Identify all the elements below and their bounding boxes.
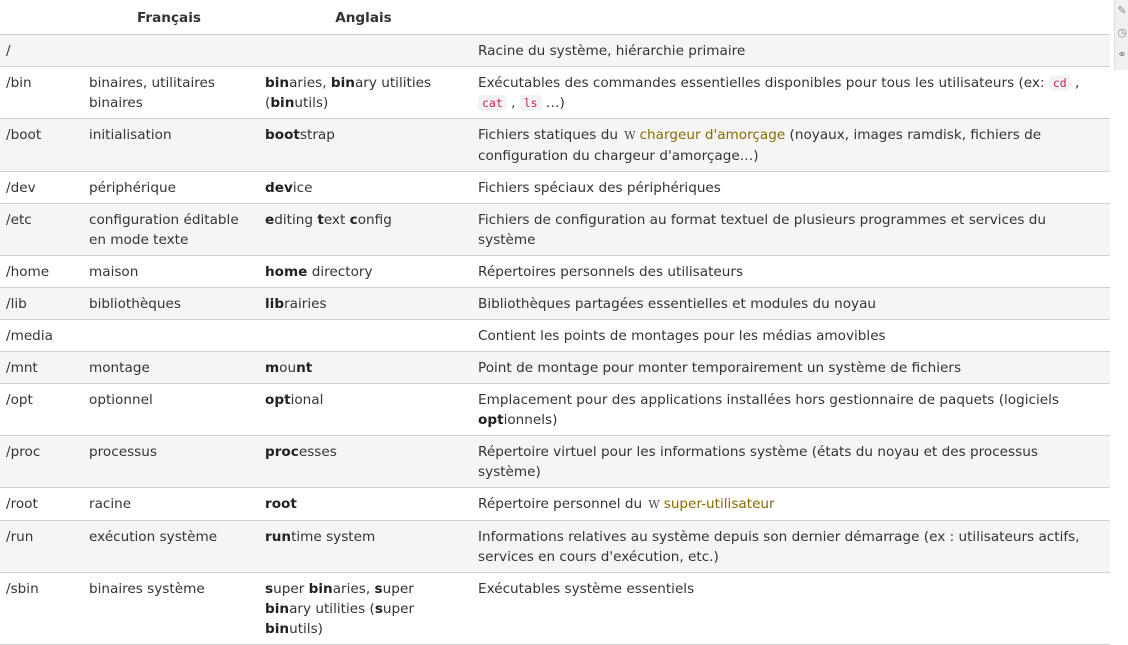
command-code: ls	[520, 95, 542, 111]
wikipedia-icon: W	[648, 497, 660, 511]
cell-description	[470, 255, 1110, 287]
page-tools-sidebar	[1114, 0, 1128, 70]
bold-fragment: bin	[265, 600, 290, 617]
text-fragment: ary utilities (	[289, 600, 375, 617]
cell-path: /boot	[0, 118, 81, 171]
cell-path: /sbin	[0, 572, 81, 644]
bold-fragment: bin	[330, 74, 355, 91]
text-fragment: Emplacement pour des applications installées hors gestionnaire de paquets (logiciels	[478, 391, 1059, 408]
table-row	[0, 383, 1110, 435]
cell-path: /mnt	[0, 351, 81, 383]
header-description	[470, 0, 1110, 34]
text-fragment: Contient les points de montages pour les médias amovibles	[478, 327, 886, 344]
cell-french: périphérique	[81, 171, 257, 203]
cell-english	[257, 319, 470, 351]
text-fragment: esses	[298, 443, 337, 460]
text-fragment: Répertoire virtuel pour les informations système (états du noyau et des processus système)	[478, 443, 1038, 480]
text-fragment: Fichiers de configuration au format textuel de plusieurs programmes et services du système	[478, 211, 1047, 248]
text-fragment: Exécutables système essentiels	[478, 580, 695, 597]
bold-fragment: bin	[265, 74, 290, 91]
cell-path: /opt	[0, 383, 81, 435]
text-fragment: ionnels)	[503, 411, 558, 428]
cell-description	[470, 435, 1110, 487]
table-header-row	[0, 0, 1110, 34]
bold-fragment: run	[265, 528, 292, 545]
cell-french	[81, 34, 257, 66]
wiki-link[interactable]: chargeur d'amorçage	[639, 126, 786, 143]
text-fragment: aries,	[332, 580, 375, 597]
cell-english	[257, 572, 470, 644]
table-row	[0, 435, 1110, 487]
text-fragment: ary utilities (	[265, 74, 432, 111]
wikipedia-icon: W	[624, 128, 636, 142]
cell-english	[257, 118, 470, 171]
bold-fragment: bin	[265, 620, 290, 637]
text-fragment: rairies	[284, 295, 327, 312]
header-path	[0, 0, 81, 34]
table-row	[0, 572, 1110, 644]
text-fragment: uper	[273, 580, 309, 597]
cell-description	[470, 351, 1110, 383]
text-fragment: uper	[382, 580, 414, 597]
cell-path: /etc	[0, 203, 81, 255]
cell-english	[257, 287, 470, 319]
edit-icon[interactable]: ✎	[1117, 4, 1127, 17]
text-fragment: ice	[292, 179, 313, 196]
cell-description	[470, 520, 1110, 572]
wiki-link[interactable]: super-utilisateur	[663, 495, 775, 512]
table-row	[0, 118, 1110, 171]
bold-fragment: root	[265, 495, 297, 512]
cell-path: /media	[0, 319, 81, 351]
text-fragment: diting	[274, 211, 318, 228]
table-row	[0, 319, 1110, 351]
text-fragment: (noyaux, images ramdisk, fichiers de configuration du chargeur d'amorçage…)	[478, 126, 1042, 164]
table-row	[0, 203, 1110, 255]
cell-description	[470, 287, 1110, 319]
text-fragment: aries,	[289, 74, 331, 91]
table-row	[0, 520, 1110, 572]
cell-english	[257, 351, 470, 383]
cell-description	[470, 203, 1110, 255]
text-fragment: Répertoire personnel du	[478, 495, 647, 512]
table-row	[0, 66, 1110, 118]
text-fragment: ional	[290, 391, 324, 408]
cell-description	[470, 383, 1110, 435]
cell-path: /	[0, 34, 81, 66]
cell-description	[470, 34, 1110, 66]
cell-english	[257, 203, 470, 255]
bold-fragment: opt	[478, 411, 504, 428]
cell-description	[470, 171, 1110, 203]
cell-path: /root	[0, 487, 81, 520]
cell-english	[257, 66, 470, 118]
header-french: Français	[81, 0, 257, 34]
header-english: Anglais	[257, 0, 470, 34]
bold-fragment: dev	[265, 179, 293, 196]
text-fragment: Fichiers statiques du	[478, 126, 623, 143]
bold-fragment: nt	[296, 359, 313, 376]
text-fragment: …)	[541, 94, 565, 111]
cell-french: processus	[81, 435, 257, 487]
cell-french: initialisation	[81, 118, 257, 171]
bold-fragment: c	[349, 211, 358, 228]
cell-french: racine	[81, 487, 257, 520]
text-fragment: utils)	[289, 620, 323, 637]
text-fragment: ou	[279, 359, 297, 376]
history-icon[interactable]: ◷	[1117, 26, 1127, 39]
cell-french: binaires, utilitaires binaires	[81, 66, 257, 118]
cell-french: maison	[81, 255, 257, 287]
cell-french: binaires système	[81, 572, 257, 644]
text-fragment: time system	[291, 528, 376, 545]
cell-english	[257, 435, 470, 487]
command-code: cd	[1049, 75, 1071, 91]
table-row	[0, 487, 1110, 520]
bold-fragment: bin	[270, 94, 295, 111]
cell-english	[257, 520, 470, 572]
table-row	[0, 351, 1110, 383]
bold-fragment: e	[265, 211, 275, 228]
text-fragment: Racine du système, hiérarchie primaire	[478, 42, 746, 59]
cell-path: /run	[0, 520, 81, 572]
table-row	[0, 255, 1110, 287]
table-row	[0, 287, 1110, 319]
text-fragment: Répertoires personnels des utilisateurs	[478, 263, 744, 280]
text-fragment: Fichiers spéciaux des périphériques	[478, 179, 721, 196]
cell-path: /bin	[0, 66, 81, 118]
text-fragment: utils)	[294, 94, 329, 111]
cell-english	[257, 487, 470, 520]
bold-fragment: boot	[265, 126, 300, 143]
cell-french	[81, 319, 257, 351]
cell-english	[257, 255, 470, 287]
cell-french: bibliothèques	[81, 287, 257, 319]
cell-french: configuration éditable en mode texte	[81, 203, 257, 255]
text-fragment: ext	[323, 211, 350, 228]
bold-fragment: s	[374, 580, 383, 597]
cell-description	[470, 319, 1110, 351]
cell-english	[257, 34, 470, 66]
cell-path: /dev	[0, 171, 81, 203]
text-fragment: strap	[299, 126, 335, 143]
cell-description	[470, 66, 1110, 118]
cell-french: montage	[81, 351, 257, 383]
text-fragment: Bibliothèques partagées essentielles et modules du noyau	[478, 295, 877, 312]
text-fragment: ,	[506, 94, 520, 111]
text-fragment: Point de montage pour monter temporairement un système de fichiers	[478, 359, 962, 376]
bold-fragment: home	[265, 263, 308, 280]
bold-fragment: s	[265, 580, 274, 597]
bold-fragment: t	[317, 211, 324, 228]
bold-fragment: proc	[265, 443, 299, 460]
text-fragment: Exécutables des commandes essentielles disponibles pour tous les utilisateurs (ex:	[478, 74, 1049, 91]
bold-fragment: m	[265, 359, 280, 376]
text-fragment: ,	[1070, 74, 1080, 91]
cell-french: exécution système	[81, 520, 257, 572]
text-fragment: Informations relatives au système depuis son dernier démarrage (ex : utilisateurs actifs, services en cours d'exécution, etc.)	[478, 528, 1080, 565]
text-fragment: onfig	[357, 211, 392, 228]
text-fragment: directory	[307, 263, 373, 280]
cell-english	[257, 383, 470, 435]
table-row	[0, 171, 1110, 203]
bold-fragment: lib	[265, 295, 285, 312]
bold-fragment: bin	[308, 580, 333, 597]
cell-description	[470, 572, 1110, 644]
cell-path: /lib	[0, 287, 81, 319]
cell-french: optionnel	[81, 383, 257, 435]
cell-description	[470, 487, 1110, 520]
table-row	[0, 34, 1110, 66]
link-icon[interactable]: ⚭	[1117, 48, 1127, 61]
command-code: cat	[478, 95, 507, 111]
cell-path: /proc	[0, 435, 81, 487]
bold-fragment: opt	[265, 391, 291, 408]
text-fragment: uper	[382, 600, 415, 617]
cell-english	[257, 171, 470, 203]
bold-fragment: s	[374, 600, 383, 617]
cell-description	[470, 118, 1110, 171]
cell-path: /home	[0, 255, 81, 287]
